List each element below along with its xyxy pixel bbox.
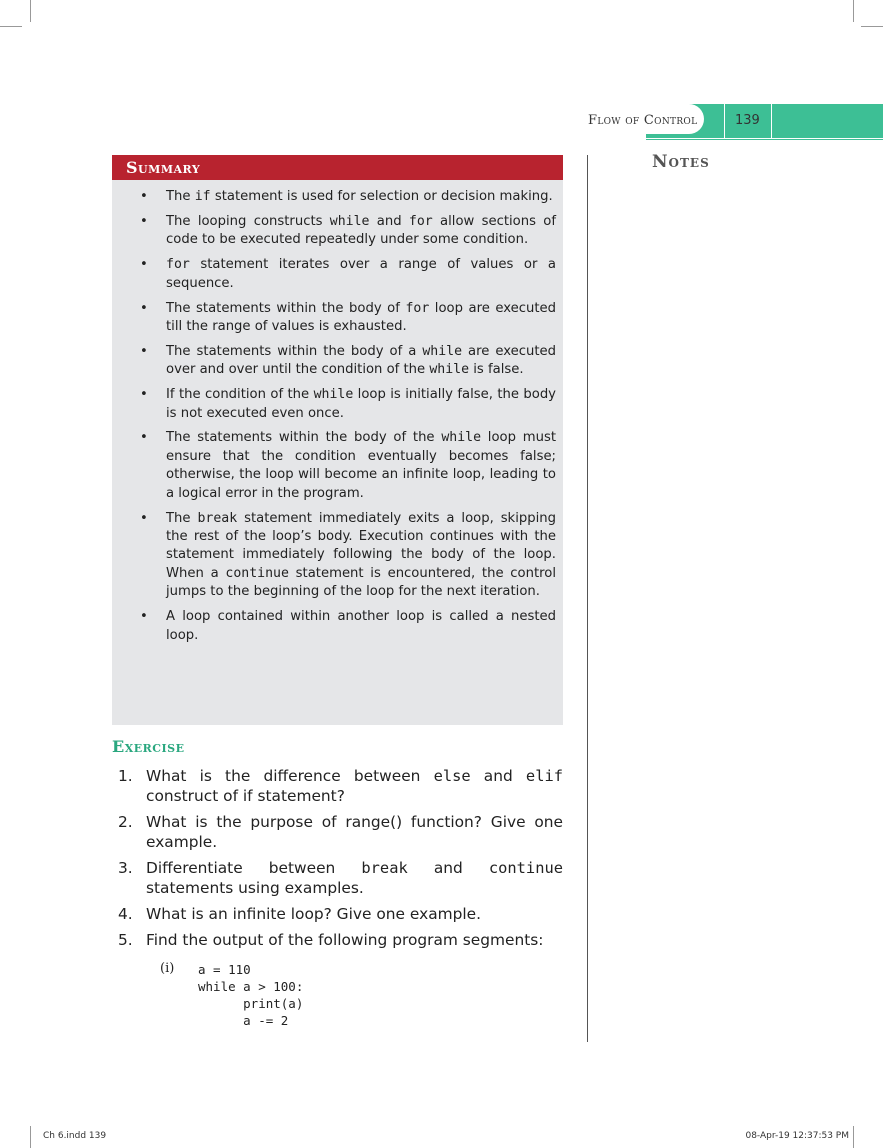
summary-title: Summary xyxy=(112,155,563,180)
inline-code: break xyxy=(361,859,408,877)
question-number: 1. xyxy=(118,767,133,785)
inline-code: break xyxy=(197,510,238,526)
summary-item: • The statements within the body of for loop are executed till the range of values is exhausted. xyxy=(134,300,556,337)
summary-box xyxy=(112,155,563,725)
column-divider xyxy=(587,155,588,1042)
exercise-question: 4. What is an infinite loop? Give one example. xyxy=(118,905,482,923)
inline-code: else xyxy=(433,767,471,785)
exercise-question: 5. Find the output of the following program segments: xyxy=(118,931,544,949)
inline-code: while xyxy=(429,362,470,378)
header-divider xyxy=(724,104,725,138)
exercise-title: Exercise xyxy=(112,737,185,756)
code-label: (i) xyxy=(160,961,175,976)
header-divider xyxy=(771,104,772,138)
summary-item: • The statements within the body of a while are executed over and over until the condition of the while is false. xyxy=(134,343,556,380)
footer-file-info: Ch 6.indd 139 xyxy=(43,1131,107,1141)
question-number: 3. xyxy=(118,859,133,877)
inline-code: elif xyxy=(525,767,563,785)
summary-list xyxy=(134,188,556,651)
question-number: 5. xyxy=(118,931,133,949)
exercise-question: 2. What is the purpose of range() function? Give one example. xyxy=(118,813,563,851)
summary-item: • The looping constructs while and for allow sections of code to be executed repeatedly under some condition. xyxy=(134,213,556,250)
crop-mark xyxy=(853,1126,854,1148)
exercise-question: 3. Differentiate between break and continue statements using examples. xyxy=(118,859,563,897)
inline-code: for xyxy=(166,257,190,273)
inline-code: continue xyxy=(488,859,563,877)
question-number: 4. xyxy=(118,905,133,923)
summary-item: • If the condition of the while loop is initially false, the body is not executed even once. xyxy=(134,386,556,423)
inline-code: while xyxy=(441,430,482,446)
code-block: a = 110 while a > 100: print(a) a -= 2 xyxy=(198,962,304,1028)
summary-item: • The statements within the body of the while loop must ensure that the condition eventually becomes false; otherwise, the loop will become an infinite loop, leading to a logical error in the program. xyxy=(134,429,556,503)
summary-item: • A loop contained within another loop is called a nested loop. xyxy=(134,608,556,645)
page-number: 139 xyxy=(735,113,760,128)
inline-code: if xyxy=(194,189,211,204)
chapter-title: Flow of Control xyxy=(588,113,698,128)
inline-code: while xyxy=(422,343,463,359)
summary-item: • The if statement is used for selection or decision making. xyxy=(134,188,556,206)
footer-timestamp: 08-Apr-19 12:37:53 PM xyxy=(745,1131,849,1141)
question-number: 2. xyxy=(118,813,133,831)
header-underline xyxy=(646,139,883,140)
crop-mark xyxy=(853,0,854,22)
inline-code: continue xyxy=(225,565,289,581)
inline-code: for xyxy=(405,300,430,316)
notes-title: Notes xyxy=(652,152,710,172)
inline-code: while xyxy=(329,213,370,229)
inline-code: while xyxy=(313,387,354,403)
crop-mark xyxy=(861,26,883,27)
crop-mark xyxy=(30,0,31,22)
exercise-list xyxy=(112,766,563,956)
summary-item: • for statement iterates over a range of values or a sequence. xyxy=(134,256,556,293)
exercise-question: 1. What is the difference between else and elif construct of if statement? xyxy=(118,767,563,805)
summary-item: • The break statement immediately exits a loop, skipping the rest of the loop’s body. Execution continues with the statement immediately following the body of the loop. When a continue statement is encountered, the control jumps to the beginning of the loop for the next iteration. xyxy=(134,510,556,602)
inline-code: for xyxy=(408,213,433,229)
crop-mark xyxy=(30,1126,31,1148)
crop-mark xyxy=(0,26,22,27)
